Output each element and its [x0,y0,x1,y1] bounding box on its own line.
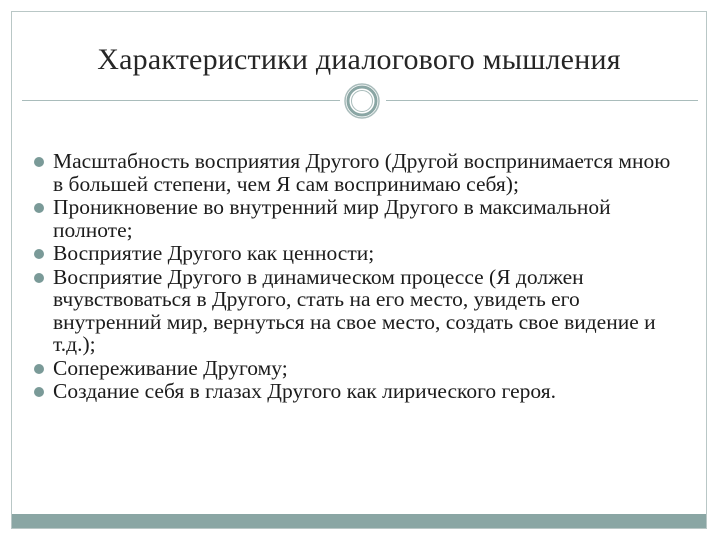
footer-bar [12,514,706,528]
list-item [34,380,684,403]
list-item [34,150,684,195]
list-item-text: Проникновение во внутренний мир Другого в максимальной полноте; [53,195,611,242]
bullet-dot-icon [34,203,44,213]
list-item-text: Создание себя в глазах Другого как лирического героя. [53,379,556,403]
circle-ornament-icon [343,82,381,120]
bullet-list [34,150,684,403]
list-item-text: Восприятие Другого в динамическом процессе (Я должен вчувствоваться в Другого, стать на его место, увидеть его внутренний мир, вернуться на свое место, создать свое видение и т.д.); [53,264,656,356]
slide-frame [11,11,707,529]
list-item [34,266,684,356]
slide-content [34,150,684,404]
list-item-text: Масштабность восприятия Другого (Другой воспринимается мною в большей степени, чем Я сам воспринимаю себя); [53,149,671,196]
list-item-text: Сопереживание Другому; [53,355,288,380]
list-item [34,196,684,241]
bullet-dot-icon [34,249,44,259]
bullet-dot-icon [34,387,44,397]
divider-right [386,100,698,101]
list-item [34,357,684,380]
bullet-dot-icon [34,364,44,374]
bullet-dot-icon [34,273,44,283]
divider-left [22,100,340,101]
bullet-dot-icon [34,157,44,167]
list-item-text: Восприятие Другого как ценности; [53,241,375,265]
list-item [34,242,684,265]
slide-title: Характеристики диалогового мышления [97,43,621,76]
